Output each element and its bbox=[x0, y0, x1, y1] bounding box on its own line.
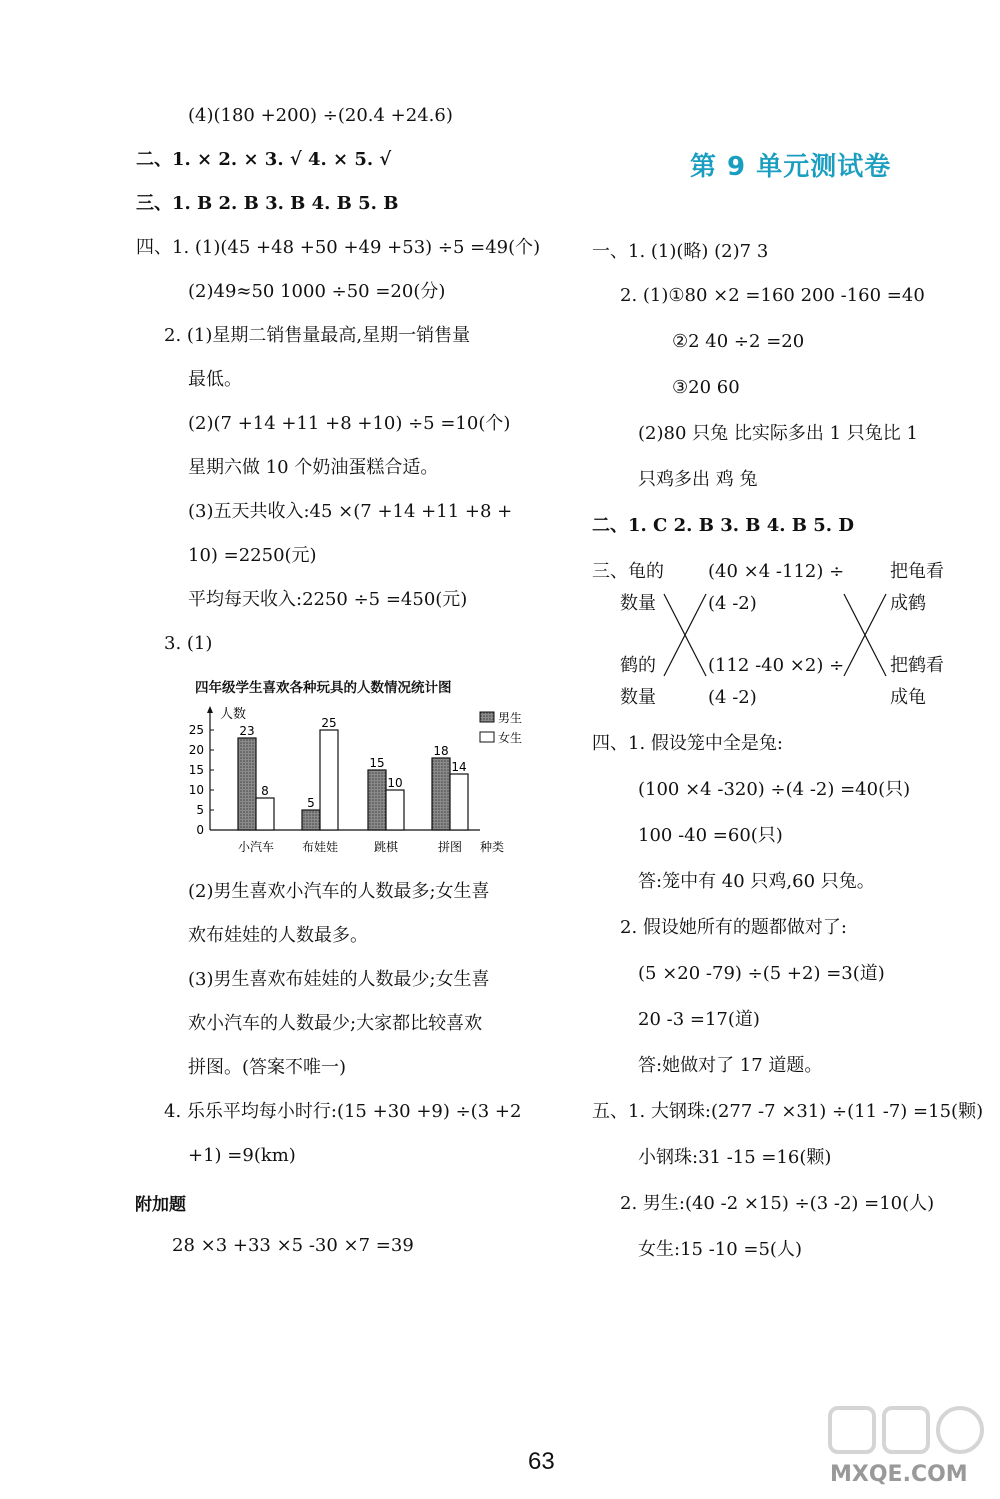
matching-right-2: 把鹤看 bbox=[890, 655, 944, 676]
matching-mid-2b: (4 -2) bbox=[708, 687, 757, 708]
y-tick-label: 20 bbox=[188, 743, 204, 757]
bar-boys bbox=[368, 770, 386, 830]
legend-label: 女生 bbox=[498, 731, 523, 745]
answer-line: (4)(180 +200) ÷(20.4 +24.6) bbox=[188, 105, 453, 126]
watermark-text: MXQE.COM bbox=[830, 1462, 968, 1487]
x-tick-label: 布娃娃 bbox=[301, 840, 339, 854]
r-section-1-q1: 一、1. (1)(略) (2)7 3 bbox=[592, 241, 769, 262]
bar-value-label: 8 bbox=[261, 784, 269, 798]
matching-cross-lines-left bbox=[660, 590, 710, 680]
answer-line: (100 ×4 -320) ÷(4 -2) =40(只) bbox=[638, 779, 911, 800]
extra-question-heading: 附加题 bbox=[135, 1195, 186, 1215]
y-tick-label: 15 bbox=[188, 763, 204, 777]
matching-mid-2: (112 -40 ×2) ÷ bbox=[708, 655, 845, 676]
answer-line: 小钢珠:31 -15 =16(颗) bbox=[638, 1147, 832, 1168]
r-section-1-q2: 2. (1)①80 ×2 =160 200 -160 =40 bbox=[620, 285, 925, 306]
bar-girls bbox=[450, 774, 468, 830]
bar-value-label: 23 bbox=[239, 724, 255, 738]
y-tick-label: 25 bbox=[188, 723, 204, 737]
answer-line: 只鸡多出 鸡 兔 bbox=[638, 469, 758, 490]
answer-line: 女生:15 -10 =5(人) bbox=[638, 1239, 802, 1260]
answer-line: 最低。 bbox=[188, 369, 242, 390]
section-4-q4: 4. 乐乐平均每小时行:(15 +30 +9) ÷(3 +2 bbox=[164, 1101, 522, 1122]
section-4-q1-part2: (2)49≈50 1000 ÷50 =20(分) bbox=[188, 281, 446, 302]
matching-cross-lines-right bbox=[840, 590, 890, 680]
r-section-4-q2: 2. 假设她所有的题都做对了: bbox=[620, 917, 847, 938]
x-tick-label: 小汽车 bbox=[237, 840, 275, 854]
x-tick-label: 跳棋 bbox=[373, 840, 399, 854]
answer-line: 平均每天收入:2250 ÷5 =450(元) bbox=[188, 589, 468, 610]
answer-line: ③20 60 bbox=[672, 377, 740, 398]
legend-swatch bbox=[480, 732, 494, 742]
bar-chart bbox=[180, 700, 540, 860]
legend-label: 男生 bbox=[498, 711, 523, 725]
section-4-q2: 2. (1)星期二销售量最高,星期一销售量 bbox=[164, 325, 471, 346]
answer-line: (3)五天共收入:45 ×(7 +14 +11 +8 + bbox=[188, 501, 513, 522]
extra-question-answer: 28 ×3 +33 ×5 -30 ×7 =39 bbox=[172, 1235, 414, 1256]
matching-left-1b: 数量 bbox=[620, 593, 656, 614]
bar-boys bbox=[302, 810, 320, 830]
r-section-4-q1: 四、1. 假设笼中全是兔: bbox=[592, 733, 783, 754]
answer-line: 欢布娃娃的人数最多。 bbox=[188, 925, 368, 946]
bar-value-label: 5 bbox=[307, 796, 315, 810]
section-4-q1: 四、1. (1)(45 +48 +50 +49 +53) ÷5 =49(个) bbox=[136, 237, 541, 258]
x-axis-label: 种类 bbox=[480, 840, 505, 854]
answer-line: 10) =2250(元) bbox=[188, 545, 317, 566]
bar-boys bbox=[432, 758, 450, 830]
bar-value-label: 10 bbox=[387, 776, 403, 790]
answer-line: 拼图。(答案不唯一) bbox=[188, 1057, 347, 1078]
y-tick-label: 0 bbox=[196, 823, 204, 837]
section-2-answers: 二、1. × 2. × 3. √ 4. × 5. √ bbox=[136, 149, 392, 170]
bar-girls bbox=[256, 798, 274, 830]
answer-line: 100 -40 =60(只) bbox=[638, 825, 783, 846]
matching-left-2: 鹤的 bbox=[620, 655, 656, 676]
bar-value-label: 15 bbox=[369, 756, 385, 770]
answer-line: 20 -3 =17(道) bbox=[638, 1009, 760, 1030]
answer-line: (5 ×20 -79) ÷(5 +2) =3(道) bbox=[638, 963, 885, 984]
matching-mid-1: (40 ×4 -112) ÷ bbox=[708, 561, 845, 582]
answer-line: (2)男生喜欢小汽车的人数最多;女生喜 bbox=[188, 881, 490, 902]
answer-line: 星期六做 10 个奶油蛋糕合适。 bbox=[188, 457, 439, 478]
answer-line: (2)(7 +14 +11 +8 +10) ÷5 =10(个) bbox=[188, 413, 511, 434]
answer-line: (3)男生喜欢布娃娃的人数最少;女生喜 bbox=[188, 969, 490, 990]
answer-line: (2)80 只兔 比实际多出 1 只兔比 1 bbox=[638, 423, 918, 444]
y-axis-arrow-icon bbox=[207, 706, 213, 713]
matching-right-2b: 成龟 bbox=[890, 687, 926, 708]
r-section-2-answers: 二、1. C 2. B 3. B 4. B 5. D bbox=[592, 515, 854, 536]
answer-line: 欢小汽车的人数最少;大家都比较喜欢 bbox=[188, 1013, 483, 1034]
matching-left-2b: 数量 bbox=[620, 687, 656, 708]
legend-swatch bbox=[480, 712, 494, 722]
bar-value-label: 14 bbox=[451, 760, 467, 774]
page-number: 63 bbox=[528, 1448, 555, 1475]
y-axis-label: 人数 bbox=[220, 707, 247, 722]
section-4-q3: 3. (1) bbox=[164, 633, 213, 654]
answer-line: ②2 40 ÷2 =20 bbox=[672, 331, 805, 352]
x-tick-label: 拼图 bbox=[437, 840, 463, 854]
answer-line: +1) =9(km) bbox=[188, 1145, 296, 1166]
answer-line: 答:笼中有 40 只鸡,60 只兔。 bbox=[638, 871, 875, 892]
matching-left-1: 三、龟的 bbox=[592, 561, 664, 582]
bar-value-label: 18 bbox=[433, 744, 449, 758]
section-3-answers: 三、1. B 2. B 3. B 4. B 5. B bbox=[136, 193, 399, 214]
matching-right-1: 把龟看 bbox=[890, 561, 944, 582]
r-section-5-q2: 2. 男生:(40 -2 ×15) ÷(3 -2) =10(人) bbox=[620, 1193, 935, 1214]
answer-line: 答:她做对了 17 道题。 bbox=[638, 1055, 823, 1076]
bar-girls bbox=[386, 790, 404, 830]
page-title: 第 9 单元测试卷 bbox=[690, 152, 892, 182]
r-section-5-q1: 五、1. 大钢珠:(277 -7 ×31) ÷(11 -7) =15(颗) bbox=[592, 1101, 984, 1122]
y-tick-label: 5 bbox=[196, 803, 204, 817]
matching-mid-1b: (4 -2) bbox=[708, 593, 757, 614]
chart-title: 四年级学生喜欢各种玩具的人数情况统计图 bbox=[195, 680, 452, 696]
bar-boys bbox=[238, 738, 256, 830]
bar-value-label: 25 bbox=[321, 716, 337, 730]
bar-girls bbox=[320, 730, 338, 830]
y-tick-label: 10 bbox=[188, 783, 204, 797]
matching-right-1b: 成鹤 bbox=[890, 593, 926, 614]
